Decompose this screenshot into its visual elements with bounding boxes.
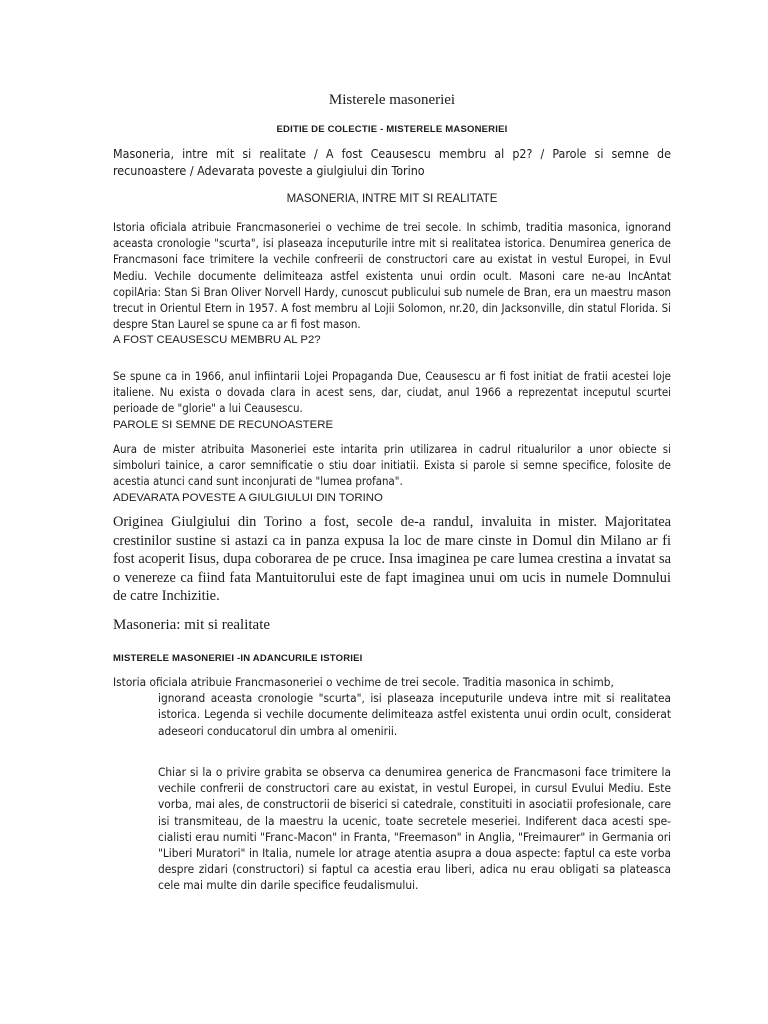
- section5-paragraph1: [113, 674, 671, 739]
- document-title: Misterele masoneriei: [328, 92, 456, 108]
- section5-heading: MISTERELE MASONERIEI -IN ADANCURILE ISTORIEI: [113, 653, 363, 664]
- section2-paragraph: Se spune ca in 1966, anul infiintarii Lojei Propaganda Due, Ceausescu ar fi fost initiat de fratii acestei loje italiene. Nu exista o dovada clara in acest sens, dar, ciudat, anul 1966 a reprezentat inceputul scurtei perioade de "glorie" a lui Ceausescu.: [113, 369, 671, 416]
- section1-paragraph: Istoria oficiala atribuie Francmasoneriei o vechime de trei secole. In schimb, traditia masonica, ignorand aceasta cronologie "scurta", isi plaseaza inceputurile intre mit si realitatea istorica. Denumirea generica de Francmasoni face trimitere la vechile confreerii de constructori care au existat in vestul Europei, in Evul Mediu. Vechile documente delimiteaza astfel existenta unui ordin ocult. Masoni care ne-au IncAntat copilAria: Stan Si Bran Oliver Norvell Hardy, cunoscut publicului sub numele de Bran, era un maestru mason trecut in Orientul Etern in 1957. A fost membru al Lojii Solomon, nr.20, din Jacksonville, din statul Florida. Si despre Stan Laurel se spune ca ar fi fost mason.: [113, 220, 671, 332]
- section1-heading: MASONERIA, INTRE MIT SI REALITATE: [286, 193, 498, 205]
- section2-heading: A FOST CEAUSESCU MEMBRU AL P2?: [113, 334, 321, 347]
- section3-block: [113, 441, 671, 506]
- section1-block: [113, 219, 671, 349]
- section2-block: [113, 368, 671, 433]
- subtitle: Masoneria: mit si realitate: [113, 617, 271, 633]
- section3-paragraph: Aura de mister atribuita Masoneriei este intarita prin utilizarea in cadrul ritualurilor a unor obiecte si simboluri tainice, a caror semnificatie o stiu doar initiatii. Exista si parole si semne specifice, folosite de acestia atunci cand sunt inconjurati de "lumea profana".: [113, 442, 671, 489]
- section5-paragraph1-first-line: Istoria oficiala atribuie Francmasoneriei o vechime de trei secole. Traditia masonica in schimb,: [113, 675, 614, 689]
- collection-kicker: EDITIE DE COLECTIE - MISTERELE MASONERIEI: [276, 124, 508, 135]
- section5-paragraph1-rest: ignorand aceasta cronologie "scurta", isi plaseaza inceputurile undeva intre mit si realitatea istorica. Legenda si vechile documente delimiteaza astfel existenta unui ordin ocult, considerat adeseori conducatorul din umbra al omenirii.: [158, 691, 671, 738]
- section4-paragraph: Originea Giulgiului din Torino a fost, secole de-a randul, invaluita in mister. Majoritatea crestinilor sustine si astazi ca in panza expusa la loc de mare cinste in Domul din Milano ar fi fost acoperit Iisus, dupa coborarea de pe cruce. Insa imaginea pe care lumea crestina a invatat sa o venereze ca fiind fata Mantuitorului este de fapt imaginea unui om ucis in numele Domnului de catre Inchizitie.: [113, 514, 671, 605]
- section4-heading: ADEVARATA POVESTE A GIULGIULUI DIN TORINO: [113, 491, 383, 504]
- intro-summary: Masoneria, intre mit si realitate / A fost Ceausescu membru al p2? / Parole si semne de recunoastere / Adevarata poveste a giulgiului din Torino: [113, 146, 671, 178]
- section5-paragraph2: Chiar si la o privire grabita se observa ca denumirea generica de Francmasoni face trimitere la vechile confrerii de constructori care au existat, in vestul Europei, in cursul Evului Mediu. Este vorba, mai ales, de constructorii de biserici si catedrale, constituiti in asociatii profesionale, care isi transmiteau, de la maestru la ucenic, toate secretele meseriei. Indiferent daca acesti spe-cialisti erau numiti "Franc-Macon" in Franta, "Freemason" in Anglia, "Freimaurer" in Germania ori "Liberi Muratori" in Italia, numele lor atrage atentia asupra a doua aspecte: faptul ca este vorba despre zidari (constructori) si faptul ca acestia erau liberi, adica nu erau obligati sa plateasca cele mai multe din darile specifice feudalismului.: [158, 765, 671, 893]
- section3-heading: PAROLE SI SEMNE DE RECUNOASTERE: [113, 418, 334, 431]
